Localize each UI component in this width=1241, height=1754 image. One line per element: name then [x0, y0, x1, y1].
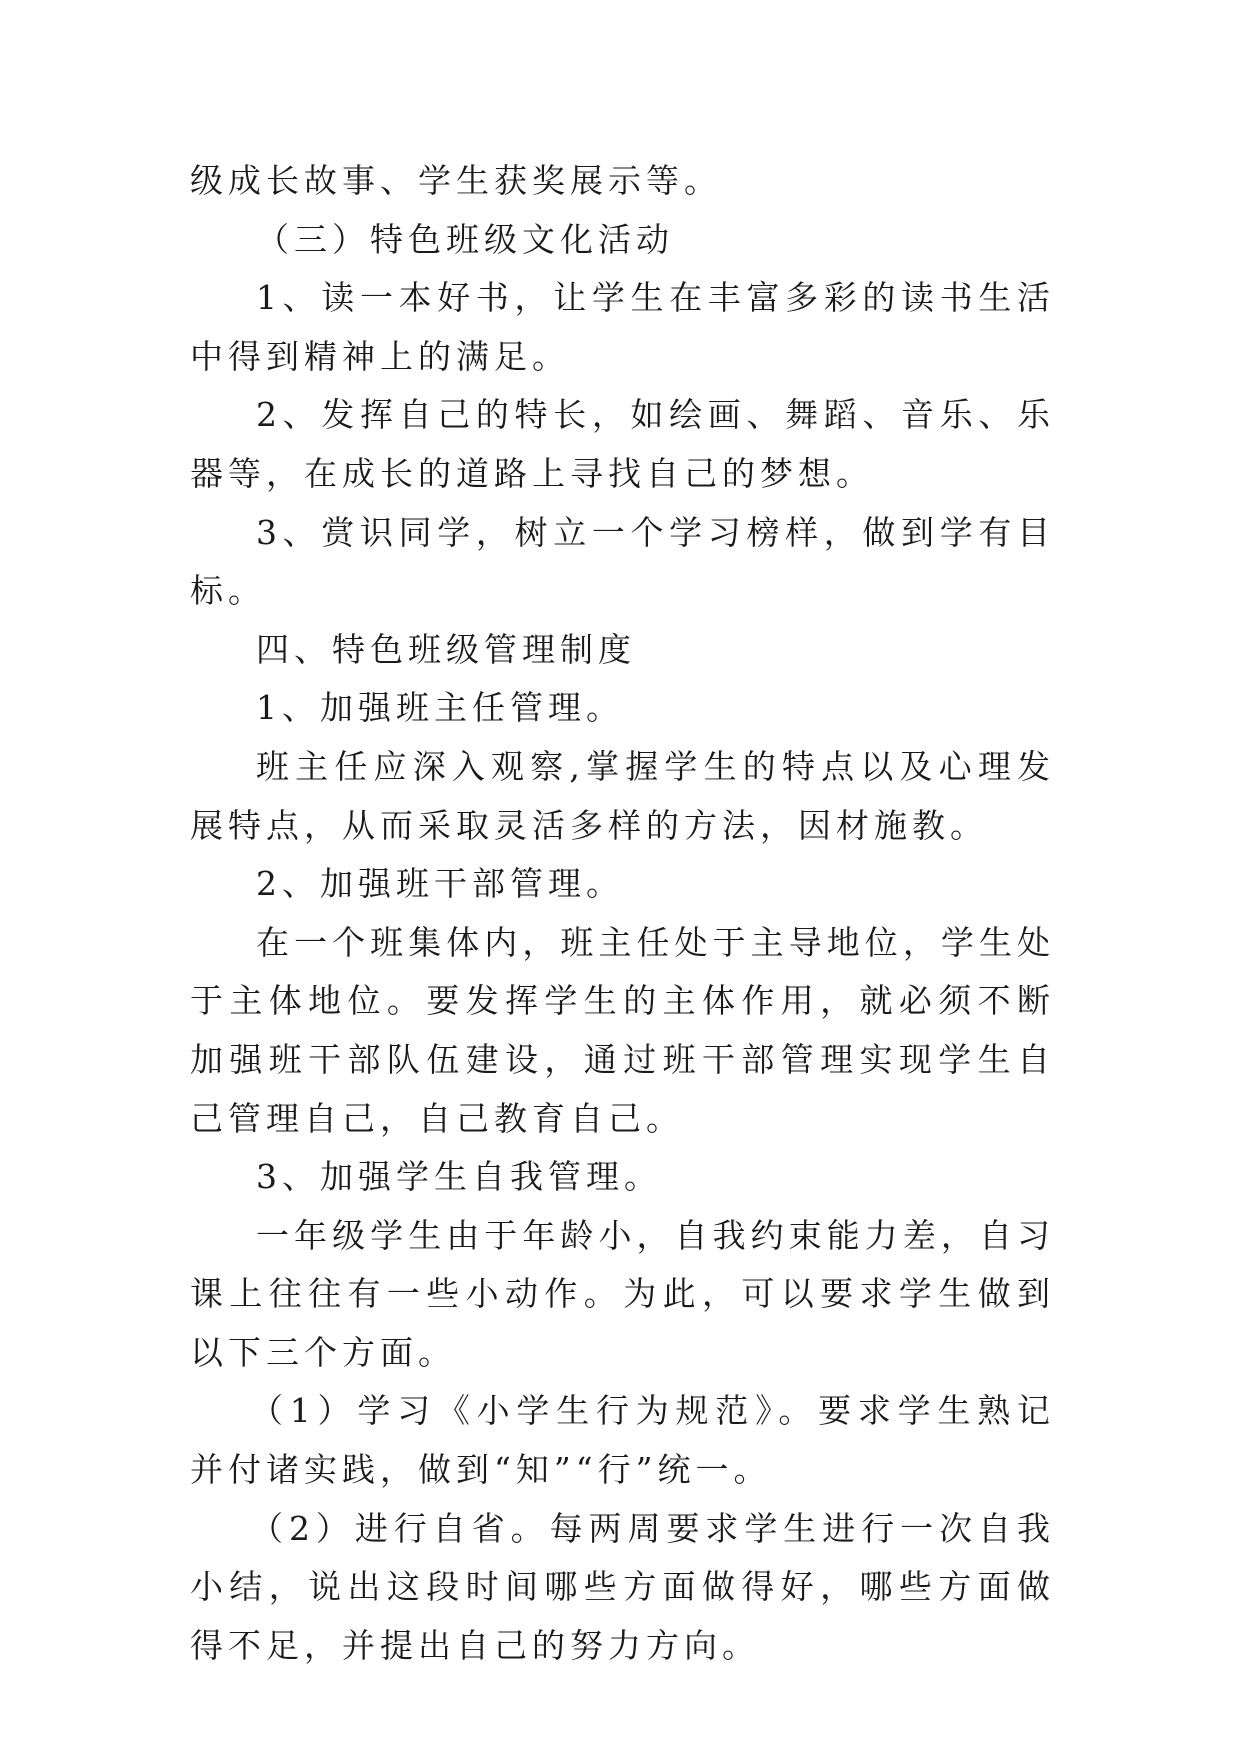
paragraph-cadre-management: 在一个班集体内，班主任处于主导地位，学生处于主体地位。要发挥学生的主体作用，就必须不断加强班干部队伍建设，通过班干部管理实现学生自己管理自己，自己教育自己。 — [190, 922, 1055, 1138]
paragraph-continuation: 级成长故事、学生获奖展示等。 — [190, 161, 722, 200]
paragraph-self-management: 一年级学生由于年龄小，自我约束能力差，自习课上往往有一些小动作。为此，可以要求学生做到以下三个方面。 — [190, 1215, 1055, 1372]
paragraph-teacher-management: 班主任应深入观察,掌握学生的特点以及心理发展特点，从而采取灵活多样的方法，因材施教。 — [190, 746, 1055, 845]
document-body — [190, 152, 1055, 1675]
paragraph-role-model: 3、赏识同学，树立一个学习榜样，做到学有目标。 — [190, 512, 1055, 611]
section-heading-class-activities: （三）特色班级文化活动 — [256, 219, 674, 259]
subheading-teacher-management: 1、加强班主任管理。 — [256, 688, 624, 728]
paragraph-read-book: 1、读一本好书，让学生在丰富多彩的读书生活中得到精神上的满足。 — [190, 278, 1055, 376]
paragraph-item-2: （2）进行自省。每两周要求学生进行一次自我小结，说出这段时间哪些方面做得好，哪些方面做得不足，并提出自己的努力方向。 — [190, 1508, 1055, 1665]
paragraph-item-1: （1）学习《小学生行为规范》。要求学生熟记并付诸实践，做到“知”“行”统一。 — [190, 1391, 1055, 1490]
subheading-self-management: 3、加强学生自我管理。 — [256, 1157, 662, 1197]
section-heading-management: 四、特色班级管理制度 — [256, 629, 636, 669]
paragraph-talents: 2、发挥自己的特长，如绘画、舞蹈、音乐、乐器等，在成长的道路上寻找自己的梦想。 — [190, 395, 1055, 493]
subheading-cadre-management: 2、加强班干部管理。 — [256, 864, 624, 904]
